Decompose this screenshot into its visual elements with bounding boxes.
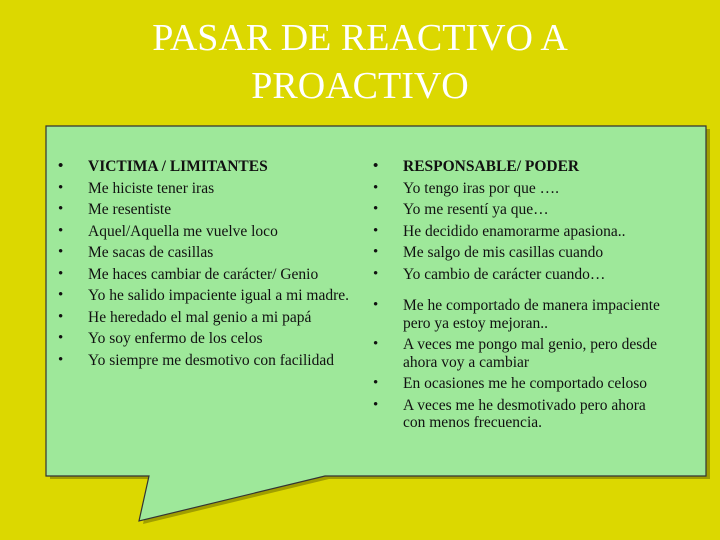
right-heading: • RESPONSABLE/ PODER [367, 158, 667, 176]
left-column [52, 158, 352, 373]
list-item: • Me he comportado de manera impaciente pero ya estoy mejoran.. [367, 297, 667, 332]
list-item: • Me sacas de casillas [52, 244, 352, 262]
title-line-2: PROACTIVO [251, 65, 469, 107]
left-heading: • VICTIMA / LIMITANTES [52, 158, 352, 176]
right-list-group-2 [367, 297, 667, 432]
list-item: • Aquel/Aquella me vuelve loco [52, 223, 352, 241]
list-item: • En ocasiones me he comportado celoso [367, 375, 667, 393]
list-item: • Me haces cambiar de carácter/ Genio [52, 266, 352, 284]
left-list-group-1 [52, 158, 352, 283]
list-item: • Yo soy enfermo de los celos [52, 330, 352, 348]
right-list-group-1 [367, 158, 667, 283]
title-line-1: PASAR DE REACTIVO A [152, 17, 568, 59]
list-item: • Me resentiste [52, 201, 352, 219]
list-item: • Me salgo de mis casillas cuando [367, 244, 667, 262]
list-item: • Yo tengo iras por que …. [367, 180, 667, 198]
list-item: • A veces me he desmotivado pero ahora con menos frecuencia. [367, 397, 667, 432]
right-column [367, 158, 667, 436]
list-item: • A veces me pongo mal genio, pero desde ahora voy a cambiar [367, 336, 667, 371]
list-item: • Yo me resentí ya que… [367, 201, 667, 219]
list-item: • He heredado el mal genio a mi papá [52, 309, 352, 327]
list-item: • Yo siempre me desmotivo con facilidad [52, 352, 352, 370]
list-item: • Yo he salido impaciente igual a mi madre. [52, 287, 352, 305]
left-list-group-2 [52, 287, 352, 369]
list-item: • He decidido enamorarme apasiona.. [367, 223, 667, 241]
list-item: • Me hiciste tener iras [52, 180, 352, 198]
list-item: • Yo cambio de carácter cuando… [367, 266, 667, 284]
